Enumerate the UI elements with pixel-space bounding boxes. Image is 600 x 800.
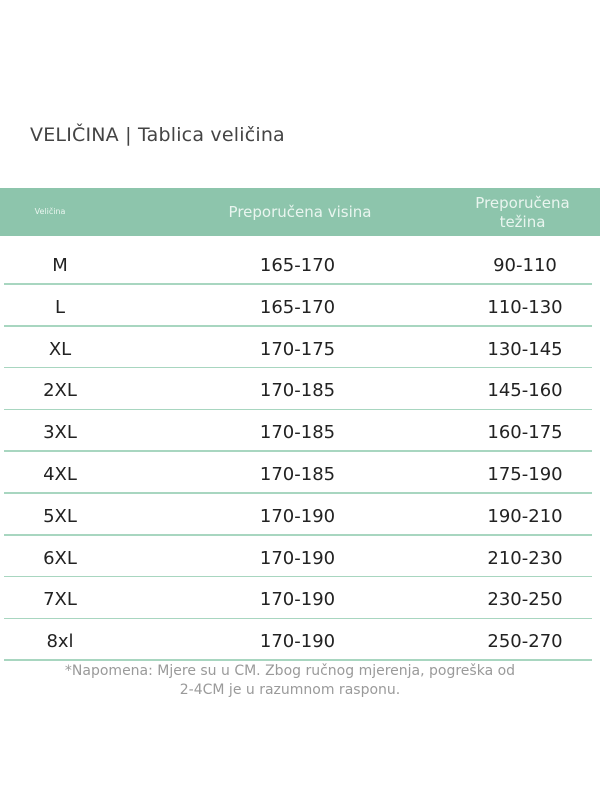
- header-weight-line2: težina: [499, 213, 546, 231]
- size-cell: 7XL: [43, 589, 77, 611]
- table-row: [0, 285, 600, 327]
- weight-cell: 145-160: [487, 380, 563, 402]
- table-row: [0, 410, 600, 452]
- weight-cell: 160-175: [487, 422, 563, 444]
- header-weight: [450, 194, 595, 232]
- height-cell: 170-175: [259, 338, 336, 360]
- height-cell: 170-185: [259, 422, 336, 444]
- header-weight-line1: Preporučena: [475, 194, 570, 212]
- weight-cell: 110-130: [487, 296, 563, 318]
- page-title: VELIČINA | Tablica veličina: [30, 124, 285, 146]
- weight-cell: 130-145: [487, 338, 563, 360]
- height-cell: 170-190: [259, 547, 336, 569]
- weight-cell: 210-230: [487, 547, 563, 569]
- size-cell: M: [52, 255, 68, 276]
- size-cell: 3XL: [43, 422, 77, 444]
- table-row: [0, 243, 600, 285]
- table-row: [0, 452, 600, 494]
- height-cell: 170-185: [259, 463, 336, 485]
- table-header: [0, 188, 600, 236]
- note-line-2: 2-4CM je u razumnom rasponu.: [179, 682, 401, 698]
- weight-cell: 190-210: [487, 505, 563, 527]
- table-row: [0, 536, 600, 578]
- height-cell: 170-190: [259, 631, 336, 653]
- table-row: [0, 327, 600, 369]
- weight-cell: 230-250: [487, 589, 563, 611]
- size-cell: 6XL: [43, 547, 77, 569]
- height-cell: 170-190: [259, 589, 336, 611]
- table-row: [0, 368, 600, 410]
- size-table-body: [0, 243, 600, 661]
- height-cell: 165-170: [259, 296, 336, 318]
- table-row: [0, 619, 600, 661]
- weight-cell: 250-270: [487, 631, 563, 653]
- measurement-note: [30, 662, 550, 700]
- height-cell: 170-185: [259, 380, 336, 402]
- size-cell: L: [54, 296, 66, 318]
- size-cell: 5XL: [43, 505, 77, 527]
- weight-cell: 90-110: [493, 255, 557, 276]
- weight-cell: 175-190: [487, 463, 563, 485]
- size-cell: 4XL: [43, 463, 77, 485]
- height-cell: 170-190: [259, 505, 336, 527]
- note-line-1: *Napomena: Mjere su u CM. Zbog ručnog mjerenja, pogreška od: [64, 663, 516, 679]
- size-cell: 2XL: [43, 380, 77, 402]
- table-row: [0, 577, 600, 619]
- header-height: Preporučena visina: [228, 203, 372, 221]
- height-cell: 165-170: [259, 255, 336, 276]
- size-cell: XL: [48, 338, 72, 360]
- size-cell: 8xl: [46, 631, 74, 653]
- table-row: [0, 494, 600, 536]
- header-size: Veličina: [34, 207, 66, 216]
